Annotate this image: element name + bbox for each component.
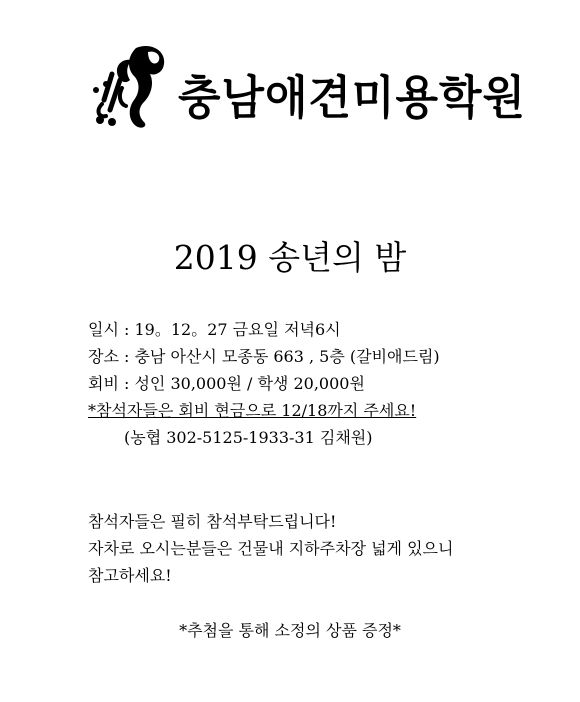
event-date: 일시 : 19。12。27 금요일 저녁6시 [88,320,341,339]
message-line-2: 자차로 오시는분들은 건물내 지하주차장 넓게 있으니 [88,539,454,558]
event-fee: 회비 : 성인 30,000원 / 학생 20,000원 [88,374,365,393]
logo-text: 충남애견미용학원 [178,71,527,126]
message-line-3: 참고하세요! [88,566,172,585]
page-title: 2019 송년의 밤 [173,238,407,277]
dog-grooming-logo-icon [92,40,174,132]
bank-account: (농협 302-5125-1933-31 김채원) [124,428,373,447]
event-place: 장소 : 충남 아산시 모종동 663 , 5층 (갈비애드림) [88,347,440,366]
message-line-1: 참석자들은 필히 참석부탁드립니다! [88,512,337,531]
logo [92,40,527,132]
payment-notice: *참석자들은 회비 현금으로 12/18까지 주세요! [88,401,417,420]
prize-notice: *추첨을 통해 소정의 상품 증정* [179,621,401,640]
